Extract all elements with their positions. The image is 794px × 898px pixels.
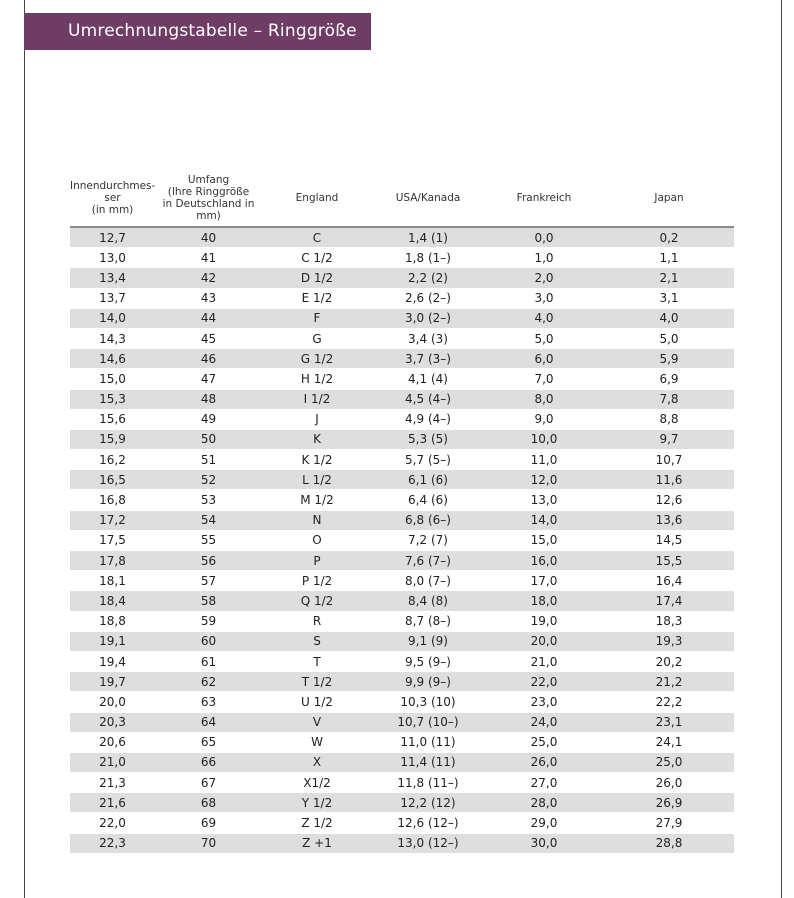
cell-france: 3,0 [484,288,604,308]
cell-usa-canada: 1,4 (1) [372,227,484,248]
table-row [70,692,734,712]
header-usa-canada: USA/Kanada [372,170,484,227]
cell-france: 30,0 [484,833,604,853]
cell-circumference: 48 [155,389,262,409]
cell-diameter: 20,6 [70,732,155,752]
cell-japan: 9,7 [604,429,734,449]
table-row [70,551,734,571]
cell-usa-canada: 2,6 (2–) [372,288,484,308]
cell-england: E 1/2 [262,288,372,308]
cell-usa-canada: 6,8 (6–) [372,510,484,530]
cell-france: 27,0 [484,773,604,793]
cell-england: D 1/2 [262,268,372,288]
cell-diameter: 20,0 [70,692,155,712]
cell-japan: 7,8 [604,389,734,409]
cell-diameter: 19,1 [70,631,155,651]
table-row [70,470,734,490]
cell-japan: 13,6 [604,510,734,530]
cell-diameter: 22,3 [70,833,155,853]
cell-usa-canada: 8,0 (7–) [372,571,484,591]
cell-diameter: 16,8 [70,490,155,510]
table-row [70,631,734,651]
cell-usa-canada: 5,3 (5) [372,429,484,449]
cell-diameter: 13,4 [70,268,155,288]
cell-japan: 26,9 [604,793,734,813]
cell-france: 15,0 [484,530,604,550]
cell-japan: 5,9 [604,349,734,369]
cell-japan: 4,0 [604,308,734,328]
cell-japan: 10,7 [604,450,734,470]
table-row [70,732,734,752]
cell-usa-canada: 9,5 (9–) [372,651,484,671]
cell-france: 23,0 [484,692,604,712]
cell-circumference: 40 [155,227,262,248]
cell-england: C 1/2 [262,248,372,268]
cell-england: G 1/2 [262,349,372,369]
cell-circumference: 52 [155,470,262,490]
cell-usa-canada: 3,4 (3) [372,328,484,348]
cell-japan: 27,9 [604,813,734,833]
cell-diameter: 17,5 [70,530,155,550]
cell-france: 19,0 [484,611,604,631]
cell-france: 14,0 [484,510,604,530]
table-row [70,308,734,328]
cell-diameter: 22,0 [70,813,155,833]
cell-france: 24,0 [484,712,604,732]
cell-usa-canada: 10,7 (10–) [372,712,484,732]
cell-circumference: 61 [155,651,262,671]
table-row [70,611,734,631]
cell-france: 16,0 [484,551,604,571]
cell-england: V [262,712,372,732]
cell-japan: 17,4 [604,591,734,611]
cell-usa-canada: 9,1 (9) [372,631,484,651]
cell-france: 7,0 [484,369,604,389]
cell-japan: 11,6 [604,470,734,490]
cell-usa-canada: 8,7 (8–) [372,611,484,631]
table-header-row [70,170,734,227]
cell-england: G [262,328,372,348]
ring-size-table [70,170,734,854]
cell-diameter: 21,3 [70,773,155,793]
cell-england: T [262,651,372,671]
cell-usa-canada: 5,7 (5–) [372,450,484,470]
cell-circumference: 57 [155,571,262,591]
cell-england: M 1/2 [262,490,372,510]
table-row [70,450,734,470]
cell-diameter: 15,6 [70,409,155,429]
cell-england: T 1/2 [262,672,372,692]
cell-usa-canada: 7,6 (7–) [372,551,484,571]
cell-diameter: 19,4 [70,651,155,671]
cell-usa-canada: 12,2 (12) [372,793,484,813]
table-row [70,227,734,248]
cell-japan: 21,2 [604,672,734,692]
cell-japan: 20,2 [604,651,734,671]
cell-japan: 19,3 [604,631,734,651]
cell-japan: 2,1 [604,268,734,288]
cell-england: Q 1/2 [262,591,372,611]
page-border-left [24,0,25,898]
cell-france: 5,0 [484,328,604,348]
cell-diameter: 16,2 [70,450,155,470]
cell-diameter: 14,3 [70,328,155,348]
cell-usa-canada: 4,5 (4–) [372,389,484,409]
cell-japan: 22,2 [604,692,734,712]
cell-circumference: 53 [155,490,262,510]
cell-circumference: 59 [155,611,262,631]
cell-diameter: 21,6 [70,793,155,813]
cell-diameter: 18,1 [70,571,155,591]
cell-england: P 1/2 [262,571,372,591]
cell-circumference: 66 [155,752,262,772]
cell-france: 2,0 [484,268,604,288]
page-title: Umrechnungstabelle – Ringgröße [24,13,371,50]
cell-circumference: 70 [155,833,262,853]
cell-circumference: 69 [155,813,262,833]
cell-france: 1,0 [484,248,604,268]
header-japan: Japan [604,170,734,227]
cell-diameter: 14,0 [70,308,155,328]
cell-japan: 0,2 [604,227,734,248]
cell-france: 29,0 [484,813,604,833]
table-row [70,268,734,288]
cell-japan: 1,1 [604,248,734,268]
cell-england: P [262,551,372,571]
cell-diameter: 17,8 [70,551,155,571]
cell-usa-canada: 11,8 (11–) [372,773,484,793]
cell-england: R [262,611,372,631]
cell-japan: 23,1 [604,712,734,732]
cell-diameter: 13,7 [70,288,155,308]
cell-usa-canada: 9,9 (9–) [372,672,484,692]
cell-circumference: 58 [155,591,262,611]
table-row [70,773,734,793]
cell-japan: 12,6 [604,490,734,510]
header-england: England [262,170,372,227]
cell-circumference: 64 [155,712,262,732]
cell-circumference: 63 [155,692,262,712]
cell-england: O [262,530,372,550]
cell-england: Z +1 [262,833,372,853]
cell-diameter: 19,7 [70,672,155,692]
cell-diameter: 18,4 [70,591,155,611]
cell-france: 17,0 [484,571,604,591]
cell-circumference: 67 [155,773,262,793]
cell-circumference: 55 [155,530,262,550]
cell-circumference: 45 [155,328,262,348]
table-row [70,752,734,772]
cell-circumference: 56 [155,551,262,571]
cell-circumference: 49 [155,409,262,429]
cell-diameter: 17,2 [70,510,155,530]
cell-japan: 18,3 [604,611,734,631]
table-row [70,288,734,308]
cell-england: F [262,308,372,328]
cell-circumference: 43 [155,288,262,308]
cell-england: K 1/2 [262,450,372,470]
cell-japan: 5,0 [604,328,734,348]
cell-france: 11,0 [484,450,604,470]
cell-france: 18,0 [484,591,604,611]
cell-japan: 28,8 [604,833,734,853]
cell-france: 8,0 [484,389,604,409]
cell-diameter: 15,9 [70,429,155,449]
cell-england: I 1/2 [262,389,372,409]
cell-japan: 25,0 [604,752,734,772]
table-row [70,389,734,409]
table-row [70,672,734,692]
cell-usa-canada: 11,4 (11) [372,752,484,772]
table-row [70,409,734,429]
cell-diameter: 15,3 [70,389,155,409]
cell-diameter: 13,0 [70,248,155,268]
cell-japan: 14,5 [604,530,734,550]
cell-circumference: 51 [155,450,262,470]
cell-usa-canada: 6,4 (6) [372,490,484,510]
cell-england: J [262,409,372,429]
cell-england: X [262,752,372,772]
cell-france: 10,0 [484,429,604,449]
table-row [70,591,734,611]
cell-france: 21,0 [484,651,604,671]
cell-japan: 16,4 [604,571,734,591]
table-body [70,227,734,853]
cell-france: 6,0 [484,349,604,369]
cell-usa-canada: 8,4 (8) [372,591,484,611]
cell-usa-canada: 10,3 (10) [372,692,484,712]
cell-england: H 1/2 [262,369,372,389]
cell-diameter: 14,6 [70,349,155,369]
cell-diameter: 20,3 [70,712,155,732]
header-diameter: Innendurchmes- ser (in mm) [70,170,155,227]
cell-england: W [262,732,372,752]
table-row [70,328,734,348]
table-row [70,490,734,510]
cell-japan: 24,1 [604,732,734,752]
cell-circumference: 62 [155,672,262,692]
table-row [70,429,734,449]
cell-circumference: 44 [155,308,262,328]
cell-usa-canada: 7,2 (7) [372,530,484,550]
cell-england: N [262,510,372,530]
cell-circumference: 46 [155,349,262,369]
table-row [70,369,734,389]
cell-japan: 3,1 [604,288,734,308]
cell-japan: 8,8 [604,409,734,429]
cell-usa-canada: 4,9 (4–) [372,409,484,429]
cell-circumference: 68 [155,793,262,813]
cell-england: S [262,631,372,651]
cell-circumference: 47 [155,369,262,389]
table-row [70,349,734,369]
table-row [70,712,734,732]
cell-usa-canada: 6,1 (6) [372,470,484,490]
cell-diameter: 15,0 [70,369,155,389]
page-border-right [781,0,782,898]
cell-england: L 1/2 [262,470,372,490]
cell-france: 0,0 [484,227,604,248]
cell-usa-canada: 11,0 (11) [372,732,484,752]
cell-france: 9,0 [484,409,604,429]
cell-japan: 6,9 [604,369,734,389]
cell-france: 4,0 [484,308,604,328]
cell-england: Y 1/2 [262,793,372,813]
cell-diameter: 12,7 [70,227,155,248]
cell-circumference: 50 [155,429,262,449]
table-row [70,813,734,833]
cell-england: U 1/2 [262,692,372,712]
cell-france: 25,0 [484,732,604,752]
cell-france: 26,0 [484,752,604,772]
cell-circumference: 42 [155,268,262,288]
cell-usa-canada: 3,7 (3–) [372,349,484,369]
cell-japan: 26,0 [604,773,734,793]
cell-circumference: 60 [155,631,262,651]
cell-diameter: 18,8 [70,611,155,631]
cell-france: 12,0 [484,470,604,490]
cell-france: 22,0 [484,672,604,692]
cell-usa-canada: 4,1 (4) [372,369,484,389]
cell-france: 13,0 [484,490,604,510]
cell-england: Z 1/2 [262,813,372,833]
header-circumference: Umfang (Ihre Ringgröße in Deutschland in mm) [155,170,262,227]
table-row [70,530,734,550]
cell-japan: 15,5 [604,551,734,571]
cell-usa-canada: 3,0 (2–) [372,308,484,328]
cell-usa-canada: 12,6 (12–) [372,813,484,833]
cell-circumference: 65 [155,732,262,752]
cell-usa-canada: 1,8 (1–) [372,248,484,268]
cell-circumference: 54 [155,510,262,530]
table-row [70,651,734,671]
table-row [70,793,734,813]
table-row [70,833,734,853]
table-row [70,510,734,530]
cell-england: X1/2 [262,773,372,793]
cell-england: K [262,429,372,449]
cell-france: 20,0 [484,631,604,651]
cell-france: 28,0 [484,793,604,813]
cell-circumference: 41 [155,248,262,268]
cell-usa-canada: 2,2 (2) [372,268,484,288]
cell-usa-canada: 13,0 (12–) [372,833,484,853]
table-row [70,248,734,268]
cell-diameter: 21,0 [70,752,155,772]
header-france: Frankreich [484,170,604,227]
cell-england: C [262,227,372,248]
cell-diameter: 16,5 [70,470,155,490]
table-row [70,571,734,591]
